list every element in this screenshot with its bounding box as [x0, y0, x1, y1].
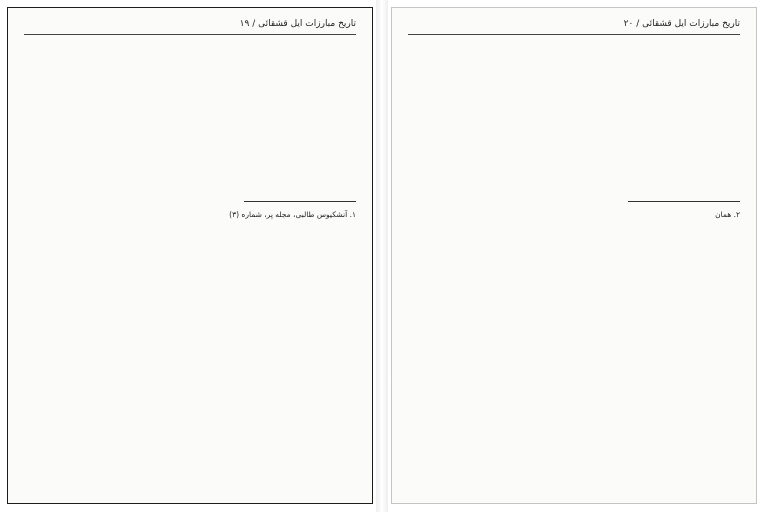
- paragraph: [24, 109, 356, 125]
- paragraph: [408, 65, 740, 81]
- paragraph: [24, 153, 356, 169]
- left-page: [7, 7, 373, 504]
- paragraph: [24, 175, 356, 191]
- paragraph: [408, 175, 740, 191]
- body-text: [24, 43, 356, 191]
- paragraph: [408, 131, 740, 147]
- paragraph: [408, 87, 740, 103]
- paragraph: [408, 109, 740, 125]
- footnote: ۱. آنشکیوس طالبی، مجله پر، شماره (۳): [229, 210, 356, 219]
- running-head: تاریخ مبارزات ایل قشقائی / ۱۹: [24, 18, 356, 35]
- body-text: [408, 43, 740, 191]
- paragraph: [24, 65, 356, 81]
- footnotes: [24, 208, 356, 221]
- paragraph: [408, 153, 740, 169]
- footnote-divider: [244, 201, 356, 202]
- footnote-divider: [628, 201, 740, 202]
- paragraph: [24, 131, 356, 147]
- right-page: [391, 7, 757, 504]
- paragraph: [24, 87, 356, 103]
- footnote: ۲. همان: [715, 210, 740, 219]
- paragraph: [24, 43, 356, 59]
- running-head: تاریخ مبارزات ایل قشقائی / ۲۰: [408, 18, 740, 35]
- book-gutter: [376, 0, 388, 512]
- paragraph: [408, 43, 740, 59]
- footnotes: [408, 208, 740, 221]
